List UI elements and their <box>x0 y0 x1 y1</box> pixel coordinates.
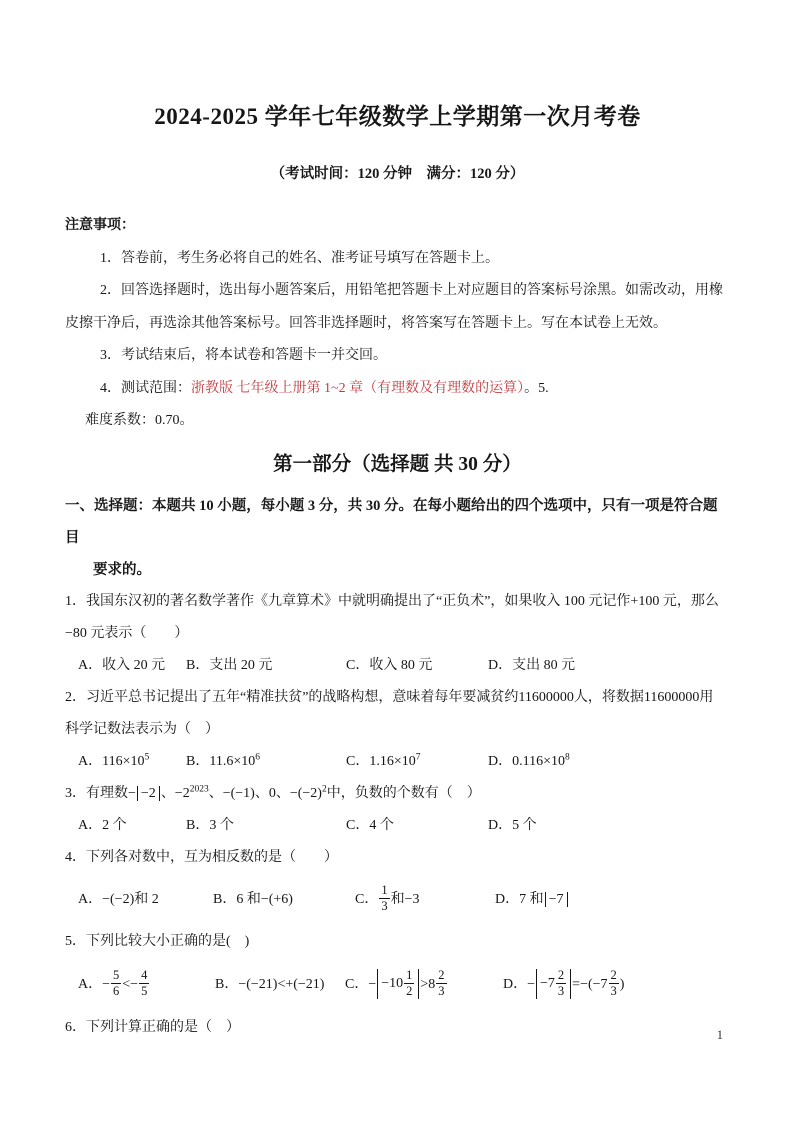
option-b: B．−(−21)<+(−21) <box>215 976 325 992</box>
page-number: 1 <box>716 1028 723 1042</box>
question-5-stem: 5．下列比较大小正确的是( ) <box>65 933 250 949</box>
option-c: C．4 个 <box>346 817 394 833</box>
option-a: A．−(−2)和 2 <box>78 891 159 907</box>
option-c: C． $\frac{1}{3}$ 和−3 <box>355 883 420 913</box>
question-4-stem: 4．下列各对数中，互为相反数的是（ ） <box>65 849 338 865</box>
section1-intro-line1: 一、选择题：本题共 10 小题，每小题 3 分，共 30 分。在每小题给出的四个选项中，只有一项是符合题目 <box>65 497 718 546</box>
option-d: D．5 个 <box>488 817 537 833</box>
option-b: B．3 个 <box>186 817 234 833</box>
section1-intro <box>65 490 730 586</box>
question-6 <box>65 1012 730 1044</box>
question-2-stem-line1: 2．习近平总书记提出了五年“精准扶贫”的战略构想，意味着每年要减贫约11600000人，将数据11600000用 <box>65 689 714 705</box>
question-2 <box>65 682 730 778</box>
option-a: A．− $\frac{5}{6}$ <− $\frac{4}{5}$ <box>78 968 148 998</box>
question-6-stem: 6．下列计算正确的是（ ） <box>65 1019 240 1035</box>
question-3-options <box>65 810 730 842</box>
notice-heading: 注意事项： <box>65 218 135 233</box>
option-d: D．7 和 −7 <box>495 884 730 916</box>
notice-section <box>65 210 730 438</box>
question-3 <box>65 778 730 842</box>
question-1-stem-line1: 1．我国东汉初的著名数学著作《九章算术》中就明确提出了“正负术”，如果收入 100 元记作+100 元，那么 <box>65 593 719 609</box>
question-4 <box>65 842 730 926</box>
option-a: A．$116\times 10^5$ <box>78 751 150 769</box>
option-b: B．6 和−(+6) <box>213 891 293 907</box>
option-d: D．$0.116\times 10^8$ <box>488 751 570 769</box>
notice-item-1: 1．答卷前，考生务必将自己的姓名、准考证号填写在答题卡上。 <box>100 250 499 266</box>
question-1-stem-line2: −80 元表示（ ） <box>65 625 189 641</box>
question-2-stem-line2: 科学记数法表示为（ ） <box>65 721 219 737</box>
option-c: C．收入 80 元 <box>346 657 433 673</box>
question-3-stem: 3．有理数− −2 、$-2^{2023}$、−(−1)、0、$-(-2)^2$中，负数的个数有（ ） <box>65 783 481 801</box>
page-title: 2024-2025 学年七年级数学上学期第一次月考卷 <box>154 104 641 129</box>
option-b: B．支出 20 元 <box>186 657 273 673</box>
notice-item-4-prefix: 4．测试范围： <box>100 380 191 396</box>
question-5 <box>65 926 730 1012</box>
notice-item-5: 难度系数：0.70。 <box>85 413 194 428</box>
option-d: D．− −7 $\frac{2}{3}$ =−(−7 $\frac{2}{3}$ ) <box>503 968 625 998</box>
exam-info: （考试时间：120 分钟 满分：120 分） <box>270 166 525 182</box>
option-c: C．$1.16\times 10^7$ <box>346 751 421 769</box>
notice-item-2-line2: 皮擦干净后，再选涂其他答案标号。回答非选择题时，将答案写在答题卡上。写在本试卷上无效。 <box>65 315 667 331</box>
option-b: B．$11.6\times 10^6$ <box>186 751 260 769</box>
notice-item-3: 3．考试结束后，将本试卷和答题卡一并交回。 <box>100 348 387 363</box>
section1-heading: 第一部分（选择题 共 30 分） <box>273 453 522 475</box>
notice-item-4-suffix: 。5. <box>524 380 549 396</box>
question-1-options <box>65 650 730 682</box>
notice-item-4-highlight: 浙教版 七年级上册第 1~2 章（有理数及有理数的运算） <box>191 380 525 396</box>
notice-item-2-line1: 2．回答选择题时，选出每小题答案后，用铅笔把答题卡上对应题目的答案标号涂黑。如需改动，用橡 <box>100 283 723 298</box>
option-c: C．− −10 $\frac{1}{2}$ >8 $\frac{2}{3}$ <box>345 968 445 998</box>
question-2-options <box>65 746 730 778</box>
option-d: D．支出 80 元 <box>488 657 576 673</box>
questions-area <box>65 586 730 1044</box>
question-4-options <box>65 874 730 926</box>
section1-intro-line2: 要求的。 <box>93 561 151 578</box>
option-a: A．收入 20 元 <box>78 657 166 673</box>
notice-item-4 <box>65 373 730 406</box>
question-5-options <box>65 958 730 1012</box>
option-a: A．2 个 <box>78 817 127 833</box>
question-1 <box>65 586 730 682</box>
